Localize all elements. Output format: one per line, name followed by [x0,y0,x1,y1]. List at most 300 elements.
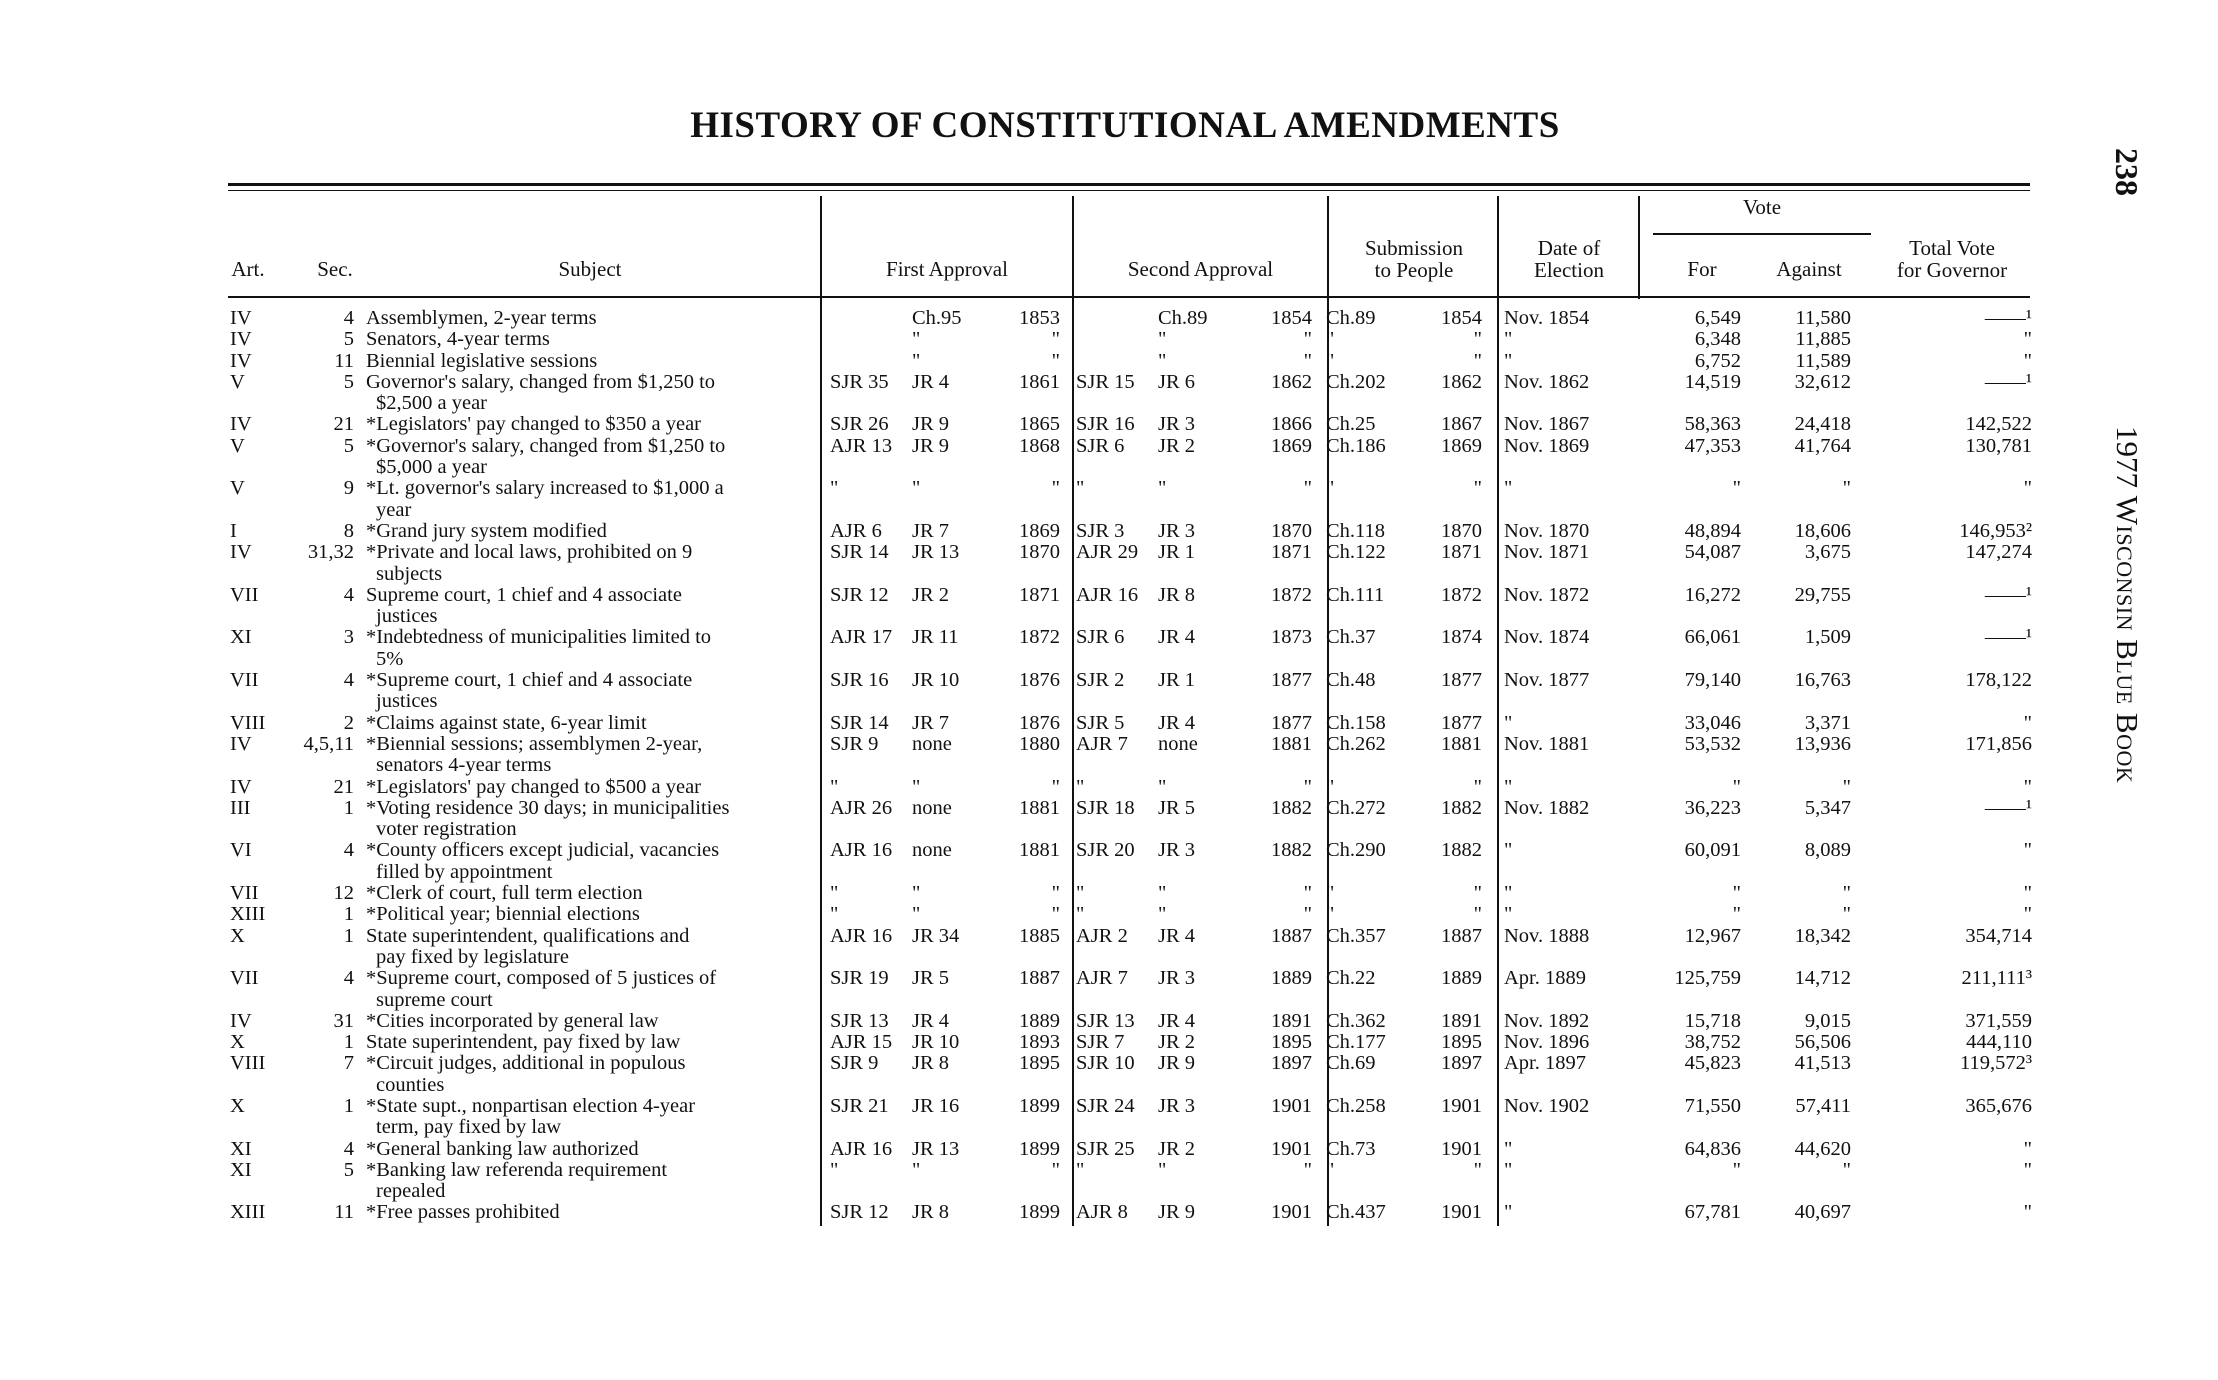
sec-cell: 5 [343,434,354,457]
sec-cell: 21 [333,413,354,436]
art-cell: XI [230,626,252,649]
election-date-cell: " [1504,1137,1513,1160]
second-approval-jr-cell: JR 3 [1158,1094,1196,1117]
second-approval-year-cell: 1895 [1271,1031,1312,1054]
table-row [226,585,2032,628]
first-approval-resolution-cell: AJR 16 [830,839,893,862]
total-vote-governor-cell: 142,522 [1965,413,2032,436]
subject-text: *Supreme court, composed of 5 justices of [366,967,717,990]
first-approval-jr-cell: JR 7 [912,711,950,734]
submission-chapter-cell: " [1326,1158,1335,1181]
subject-continuation: filled by appointment [376,860,553,883]
second-approval-jr-cell: JR 1 [1158,669,1196,692]
total-vote-governor-cell: " [2023,775,2032,798]
second-approval-jr-cell: Ch.89 [1158,307,1208,329]
art-cell: VIII [230,1052,266,1075]
second-approval-year-cell: " [1303,477,1312,500]
first-approval-jr-cell: JR 5 [912,967,950,990]
art-cell: X [230,1094,245,1117]
second-approval-year-cell: " [1303,349,1312,372]
second-approval-jr-cell: " [1158,775,1167,798]
second-approval-year-cell: " [1303,1158,1312,1181]
election-date-cell: Nov. 1871 [1504,541,1590,564]
sec-cell: 31 [333,1009,354,1032]
subject-continuation: justices [376,690,438,713]
votes-for-cell: 6,549 [1694,307,1741,329]
second-approval-year-cell: 1877 [1271,669,1312,692]
total-vote-governor-cell: 146,953² [1959,519,2032,542]
election-date-cell: Nov. 1892 [1504,1009,1590,1032]
subject-cell [366,521,822,542]
art-cell: IV [230,541,252,564]
table-row [226,372,2032,415]
first-approval-year-cell: 1865 [1019,413,1060,436]
submission-chapter-cell: " [1326,882,1335,905]
first-approval-resolution-cell: " [830,882,839,905]
header-art: Art. [231,257,265,281]
votes-against-cell: 18,342 [1794,924,1851,947]
first-approval-resolution-cell: AJR 6 [830,519,882,542]
first-approval-resolution-cell [822,351,912,372]
votes-against-cell: " [1842,1158,1851,1181]
first-approval-resolution-cell: AJR 13 [830,434,893,457]
subject-text: *Free passes prohibited [366,1201,560,1224]
election-date-cell: " [1504,328,1513,351]
sec-cell: 5 [343,328,354,351]
second-approval-jr-cell: none [1158,732,1198,755]
subject-text: *Lt. governor's salary increased to $1,000 a [366,477,724,500]
second-approval-resolution-cell [1068,308,1158,329]
running-head-year: 1977 [2110,426,2145,488]
first-approval-jr-cell: " [912,328,921,351]
first-approval-jr-cell: none [912,796,952,819]
table-row [226,1160,2032,1203]
total-vote-governor-cell: " [2023,839,2032,862]
second-approval-resolution-cell: AJR 7 [1076,732,1128,755]
votes-for-cell: 16,272 [1684,583,1741,606]
total-vote-governor-cell: ——¹ [1984,583,2032,606]
art-cell: VII [230,669,259,692]
submission-chapter-cell: Ch.122 [1326,541,1386,564]
art-cell: IV [230,1009,252,1032]
subject-continuation: justices [376,605,438,628]
submission-chapter-cell: " [1326,903,1335,926]
second-approval-jr-cell: JR 4 [1158,924,1196,947]
first-approval-year-cell: " [1051,903,1060,926]
table-row [226,414,2032,435]
first-approval-resolution-cell: SJR 21 [830,1094,889,1117]
art-cell: VIII [230,711,266,734]
election-date-cell: Nov. 1902 [1504,1094,1590,1117]
subject-cell [366,414,822,435]
subject-cell [366,478,822,521]
header-total-vote: Total Vote for Governor [1896,236,2008,282]
votes-against-cell: " [1842,477,1851,500]
election-date-cell: Nov. 1888 [1504,924,1590,947]
second-approval-year-cell: 1871 [1271,541,1312,564]
second-approval-jr-cell: JR 4 [1158,1009,1196,1032]
second-approval-resolution-cell: AJR 2 [1076,924,1128,947]
table-row [226,1053,2032,1096]
subject-text: *Political year; biennial elections [366,903,640,926]
first-approval-resolution-cell: SJR 9 [830,732,879,755]
first-approval-jr-cell: " [912,903,921,926]
running-head [2108,148,2146,783]
votes-against-cell: 18,606 [1794,519,1851,542]
first-approval-resolution-cell: AJR 26 [830,796,893,819]
second-approval-resolution-cell: " [1076,903,1085,926]
first-approval-year-cell: 1870 [1019,541,1060,564]
submission-year-cell: 1877 [1441,711,1482,734]
first-approval-jr-cell: JR 7 [912,519,950,542]
art-cell: VI [230,839,252,862]
first-approval-year-cell: 1881 [1019,839,1060,862]
sec-cell: 2 [343,711,354,734]
votes-against-cell: 44,620 [1794,1137,1851,1160]
second-approval-resolution-cell: SJR 18 [1076,796,1135,819]
election-date-cell: Nov. 1862 [1504,370,1590,393]
second-approval-jr-cell: " [1158,882,1167,905]
first-approval-jr-cell: JR 13 [912,1137,960,1160]
second-approval-resolution-cell: SJR 13 [1076,1009,1135,1032]
subject-cell [366,308,822,329]
second-approval-year-cell: 1873 [1271,626,1312,649]
first-approval-resolution-cell: " [830,1158,839,1181]
first-approval-resolution-cell: SJR 16 [830,669,889,692]
total-vote-governor-cell: " [2023,882,2032,905]
subject-text: *Legislators' pay changed to $350 a year [366,413,701,436]
sec-cell: 7 [343,1052,354,1075]
art-cell: VII [230,967,259,990]
first-approval-year-cell: 1853 [1019,307,1060,329]
subject-text: Assemblymen, 2-year terms [366,307,597,329]
votes-against-cell: 41,764 [1794,434,1851,457]
submission-year-cell: 1874 [1441,626,1482,649]
first-approval-resolution-cell: SJR 13 [830,1009,889,1032]
votes-against-cell: 1,509 [1804,626,1851,649]
election-date-cell: Nov. 1867 [1504,413,1590,436]
header-date-of-election: Date of Election [1534,236,1604,282]
subject-text: *State supt., nonpartisan election 4-year [366,1094,696,1117]
second-approval-resolution-cell: " [1076,775,1085,798]
second-approval-year-cell: 1891 [1271,1009,1312,1032]
subject-continuation: $5,000 a year [376,456,487,479]
votes-against-cell: 32,612 [1794,370,1851,393]
total-vote-governor-cell: " [2023,349,2032,372]
total-vote-governor-cell: 171,856 [1965,732,2032,755]
subject-text: *Legislators' pay changed to $500 a year [366,775,701,798]
second-approval-jr-cell: JR 3 [1158,967,1196,990]
second-approval-resolution-cell: SJR 24 [1076,1094,1135,1117]
submission-chapter-cell: " [1326,349,1335,372]
subject-cell [366,1202,822,1223]
first-approval-year-cell: 1885 [1019,924,1060,947]
first-approval-jr-cell: " [912,1158,921,1181]
submission-chapter-cell: Ch.37 [1326,626,1376,649]
votes-against-cell: 40,697 [1794,1201,1851,1224]
sec-cell: 4 [343,1137,354,1160]
submission-year-cell: " [1473,882,1482,905]
election-date-cell: " [1504,882,1513,905]
first-approval-resolution-cell: SJR 12 [830,583,889,606]
submission-chapter-cell: Ch.158 [1326,711,1386,734]
second-approval-year-cell: 1870 [1271,519,1312,542]
second-approval-year-cell: 1869 [1271,434,1312,457]
submission-year-cell: 1891 [1441,1009,1482,1032]
submission-chapter-cell: Ch.22 [1326,967,1376,990]
votes-against-cell: 11,589 [1795,349,1851,372]
subject-cell [366,351,822,372]
art-cell: X [230,924,245,947]
first-approval-year-cell: 1861 [1019,370,1060,393]
submission-chapter-cell: Ch.258 [1326,1094,1386,1117]
votes-against-cell: 24,418 [1794,413,1851,436]
votes-for-cell: " [1732,1158,1741,1181]
header-for: For [1687,257,1717,281]
submission-year-cell: 1854 [1441,307,1482,329]
first-approval-jr-cell: JR 13 [912,541,960,564]
art-cell: VII [230,583,259,606]
subject-text: Biennial legislative sessions [366,349,598,372]
second-approval-resolution-cell [1068,329,1158,350]
submission-year-cell: 1862 [1441,370,1482,393]
subject-cell [366,1032,822,1053]
total-vote-governor-cell: 444,110 [1966,1031,2032,1054]
subject-text: State superintendent, pay fixed by law [366,1031,681,1054]
first-approval-year-cell: " [1051,1158,1060,1181]
art-cell: I [230,519,237,542]
subject-cell [366,627,822,670]
second-approval-jr-cell: " [1158,328,1167,351]
sec-cell: 1 [343,1094,354,1117]
election-date-cell: " [1504,1201,1513,1224]
second-approval-jr-cell: JR 9 [1158,1052,1196,1075]
subject-cell [366,542,822,585]
second-approval-jr-cell: JR 6 [1158,370,1196,393]
submission-chapter-cell: Ch.48 [1326,669,1376,692]
second-approval-year-cell: 1877 [1271,711,1312,734]
votes-against-cell: 13,936 [1794,732,1851,755]
election-date-cell: Nov. 1881 [1504,732,1590,755]
table-row [226,883,2032,904]
subject-text: Supreme court, 1 chief and 4 associate [366,583,682,606]
subject-continuation: $2,500 a year [376,392,487,415]
second-approval-resolution-cell: SJR 6 [1076,626,1125,649]
second-approval-jr-cell: JR 2 [1158,434,1196,457]
total-vote-governor-cell: 119,572³ [1959,1052,2032,1075]
submission-year-cell: 1901 [1441,1201,1482,1224]
art-cell: V [230,370,245,393]
submission-chapter-cell: Ch.290 [1326,839,1386,862]
first-approval-jr-cell: JR 11 [912,626,959,649]
election-date-cell: Nov. 1870 [1504,519,1590,542]
total-vote-governor-cell: " [2023,711,2032,734]
first-approval-year-cell: 1868 [1019,434,1060,457]
votes-for-cell: 125,759 [1674,967,1741,990]
second-approval-jr-cell: JR 5 [1158,796,1196,819]
table-row [226,1202,2032,1223]
second-approval-year-cell: 1901 [1271,1137,1312,1160]
second-approval-resolution-cell: " [1076,477,1085,500]
first-approval-resolution-cell: SJR 9 [830,1052,879,1075]
first-approval-year-cell: 1869 [1019,519,1060,542]
second-approval-jr-cell: JR 9 [1158,1201,1196,1224]
total-vote-governor-cell: 354,714 [1965,924,2032,947]
submission-year-cell: 1895 [1441,1031,1482,1054]
page-title: HISTORY OF CONSTITUTIONAL AMENDMENTS [690,105,1560,146]
total-vote-governor-cell: " [2023,1201,2032,1224]
art-cell: IV [230,328,252,351]
total-vote-governor-cell: 178,122 [1965,669,2032,692]
first-approval-year-cell: 1899 [1019,1137,1060,1160]
election-date-cell: Apr. 1889 [1504,967,1586,990]
submission-chapter-cell: Ch.202 [1326,370,1386,393]
submission-year-cell: 1877 [1441,669,1482,692]
first-approval-resolution-cell [822,329,912,350]
subject-text: Senators, 4-year terms [366,328,550,351]
first-approval-jr-cell: JR 8 [912,1052,950,1075]
submission-year-cell: 1901 [1441,1137,1482,1160]
second-approval-resolution-cell: SJR 25 [1076,1137,1135,1160]
subject-text: Governor's salary, changed from $1,250 to [366,370,716,393]
subject-continuation: pay fixed by legislature [376,945,569,968]
subject-text: *Biennial sessions; assemblymen 2-year, [366,732,703,755]
subject-text: *Banking law referenda requirement [366,1158,668,1181]
second-approval-resolution-cell: SJR 2 [1076,669,1125,692]
sec-cell: 4 [343,967,354,990]
subject-text: *Grand jury system modified [366,519,607,542]
art-cell: X [230,1031,245,1054]
sec-cell: 8 [343,519,354,542]
first-approval-jr-cell: JR 4 [912,370,950,393]
second-approval-year-cell: 1901 [1271,1201,1312,1224]
first-approval-resolution-cell: " [830,903,839,926]
table-row [226,1032,2032,1053]
subject-cell [366,904,822,925]
sec-cell: 1 [343,903,354,926]
second-approval-jr-cell: JR 2 [1158,1031,1196,1054]
subject-cell [366,926,822,969]
first-approval-resolution-cell: AJR 16 [830,924,893,947]
header-first-approval: First Approval [886,257,1008,281]
table-row [226,308,2032,329]
second-approval-resolution-cell: AJR 8 [1076,1201,1128,1224]
submission-chapter-cell: " [1326,328,1335,351]
art-cell: XIII [230,903,266,926]
sec-cell: 31,32 [307,541,354,564]
second-approval-jr-cell: JR 2 [1158,1137,1196,1160]
first-approval-resolution-cell: SJR 35 [830,370,889,393]
table-row [226,1011,2032,1032]
submission-year-cell: 1889 [1441,967,1482,990]
sec-cell: 9 [343,477,354,500]
second-approval-jr-cell: JR 1 [1158,541,1196,564]
subject-cell [366,1139,822,1160]
votes-against-cell: 16,763 [1794,669,1851,692]
second-approval-resolution-cell: SJR 15 [1076,370,1135,393]
subject-cell [366,436,822,479]
votes-for-cell: " [1732,775,1741,798]
submission-year-cell: 1870 [1441,519,1482,542]
table-row [226,329,2032,350]
first-approval-resolution-cell: SJR 26 [830,413,889,436]
total-vote-governor-cell: " [2023,903,2032,926]
election-date-cell: Nov. 1869 [1504,434,1590,457]
table-row [226,351,2032,372]
votes-for-cell: 12,967 [1684,924,1741,947]
sec-cell: 21 [333,775,354,798]
submission-year-cell: " [1473,903,1482,926]
votes-against-cell: 9,015 [1804,1009,1851,1032]
submission-chapter-cell: Ch.362 [1326,1009,1386,1032]
first-approval-jr-cell: JR 10 [912,1031,960,1054]
election-date-cell: Nov. 1874 [1504,626,1590,649]
table-row [226,777,2032,798]
total-vote-governor-cell: ——¹ [1984,370,2032,393]
subject-cell [366,585,822,628]
subject-text: *Governor's salary, changed from $1,250 to [366,434,726,457]
election-date-cell: " [1504,839,1513,862]
subject-cell [366,840,822,883]
second-approval-year-cell: 1882 [1271,796,1312,819]
first-approval-year-cell: 1876 [1019,711,1060,734]
subject-text: *Indebtedness of municipalities limited to [366,626,712,649]
subject-text: *Circuit judges, additional in populous [366,1052,686,1075]
table-row [226,478,2032,521]
first-approval-jr-cell: " [912,775,921,798]
first-approval-year-cell: 1893 [1019,1031,1060,1054]
subject-continuation: repealed [376,1180,446,1203]
first-approval-year-cell: 1895 [1019,1052,1060,1075]
first-approval-jr-cell: JR 10 [912,669,960,692]
subject-text: *Voting residence 30 days; in municipalities [366,796,730,819]
second-approval-year-cell: 1881 [1271,732,1312,755]
second-approval-resolution-cell: SJR 10 [1076,1052,1135,1075]
votes-for-cell: 54,087 [1684,541,1741,564]
header-vote: Vote [1742,195,1782,219]
second-approval-year-cell: " [1303,328,1312,351]
second-approval-resolution-cell: SJR 20 [1076,839,1135,862]
first-approval-resolution-cell: SJR 12 [830,1201,889,1224]
sec-cell: 1 [343,796,354,819]
second-approval-year-cell: 1882 [1271,839,1312,862]
submission-year-cell: " [1473,775,1482,798]
second-approval-year-cell: 1901 [1271,1094,1312,1117]
second-approval-resolution-cell: SJR 5 [1076,711,1125,734]
subject-continuation: subjects [376,562,443,585]
art-cell: IV [230,349,252,372]
votes-for-cell: 58,363 [1684,413,1741,436]
first-approval-year-cell: 1889 [1019,1009,1060,1032]
subject-text: *Claims against state, 6-year limit [366,711,647,734]
table-row [226,670,2032,713]
sec-cell: 4 [343,669,354,692]
submission-chapter-cell: Ch.357 [1326,924,1386,947]
first-approval-jr-cell: JR 9 [912,434,950,457]
first-approval-resolution-cell: SJR 19 [830,967,889,990]
total-vote-governor-cell: 371,559 [1965,1009,2032,1032]
header-submission: Submission to People [1364,236,1464,282]
submission-chapter-cell: " [1326,477,1335,500]
votes-against-cell: 56,506 [1794,1031,1851,1054]
votes-for-cell: " [1732,882,1741,905]
subject-cell [366,883,822,904]
votes-against-cell: 8,089 [1804,839,1851,862]
table-row [226,798,2032,841]
votes-for-cell: 71,550 [1684,1094,1741,1117]
art-cell: VII [230,882,259,905]
election-date-cell: " [1504,903,1513,926]
